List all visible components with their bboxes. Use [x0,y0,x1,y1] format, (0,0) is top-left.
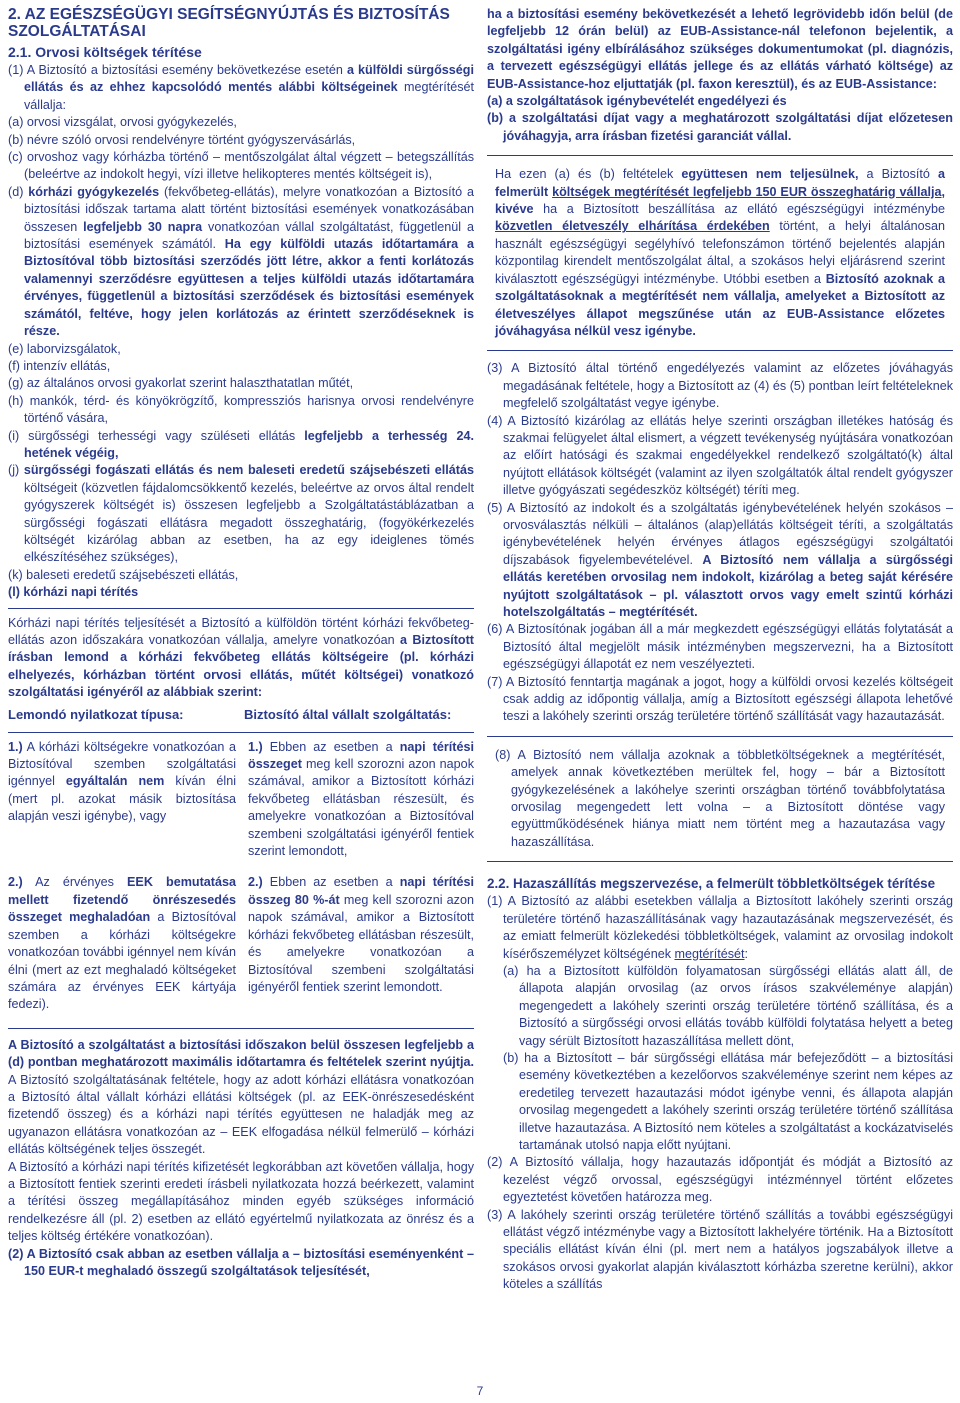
list-item-f: (f) intenzív ellátás, [8,358,111,373]
paragraph-3: (3) A Biztosító által történő engedélyezés valamint az előzetes jóváhagyás megadásának feltétele, hogy a Biztosított az (4) és (5) pontban leírt feltételeknek megfelelő szolgáltatást vegye igénybe. [487,361,953,411]
hospital-daily-allowance-box [8,608,474,1029]
section-2-2-paragraph-1: (1) A Biztosító az alábbi esetekben vállalja a Biztosított lakóhely szerinti ország területére történő hazaszállításának vagy hazautazásának megszervezését, és az emiatt felmerült közlekedési többletköltségek, valamint az orvosilag indokolt kísérőszemélyzet költségének megtérítését: [487,894,953,961]
paragraph-8-frame [487,736,953,862]
after-box-paragraph: A Biztosító a szolgáltatást a biztosítási időszakon belül összesen legfeljebb a (d) pontban meghatározott maximális időtartamra és feltételek szerint nyújtja. A Biztosító szolgáltatásának feltétele, hogy az adott kórházi ellátásra vonatkozóan a Biztosító által vállalt kórházi ellátási költségek (pl. az EEK-önrészesedésként fizetendő összeg) és a kórházi napi térítés együttesen ne haladják meg az ugyanazon ellátásra vonatkozóan az – EEK elfogadása nélkül felmerülő – kórházi ellátás költségének teljes összegét. [8,1037,474,1157]
list-item-h: (h) mankók, térd- és könyökrögzítő, kompressziós harisnya orvosi rendelvényre történő vására, [8,393,474,426]
list-item-a: (a) orvosi vizsgálat, orvosi gyógykezelés, [8,115,237,130]
section-2-2-item-a: (a) ha a Biztosított külföldön folyamatosan sürgősségi ellátás alatt áll, de állapota alapján orvosilag (az orvos írásos szakvéleménye alapján) megengedett a lakóhely szerinti ország területére történő szállítása, és a Biztosító a sürgősségi orvosi ellátás tovább külföldi folytatása helyett a beteg vagy sérült Biztosított hazaszállítása mellett dönt, [503,963,953,1048]
left-column [8,6,474,1280]
right-column [487,6,953,1294]
limit-paragraph: Ha ezen (a) és (b) feltételek együttesen nem teljesülnek, a Biztosító a felmerült költségek megtérítését legfeljebb 150 EUR összeghatárig vállalja, kivéve ha a Biztosított beszállítása az ellátó egészségügyi intézménybe közvetlen életveszély elhárítása érdekében történt, a helyi általánosan használt egészségügyi segélyhívó telefonszámon történő bejelentés alapján központilag kirendelt mentőszolgálat által, a szokásos helyi eljárásrend szerint kiválasztott egészségügyi intézménybe. Utóbbi esetben a Biztosító azoknak a szolgáltatásoknak a megtérítését nem vállalja, amelyeket a Biztosított az életveszélyes állapot megszűnése után az EUB-Assistance előzetes jóváhagyása nélkül vesz igénybe. [495,167,945,338]
table-header-waiver-type: Lemondó nyilatkozat típusa: [8,702,244,733]
section-2-2-paragraph-3: (3) A lakóhely szerinti ország területére történő szállítás a további egészségügyi ellátást végző intézménybe vagy a Biztosított lakhelyére történik. Ha a Biztosított speciális ellátást kíván élni (pl. mert nem a hatályos jogszabályok illetve a szokásos orvosi gyakorlat alapján kiválasztott kórházba szeretne kerülni), akkor köteles a szállítás [487,1207,953,1292]
table-cell-1-1: 1.) A kórházi költségekre vonatkozóan a Biztosítóval szemben szolgáltatási igénnyel egyáltalán nem kíván élni (mert pl. azokat másik biztosítása alapján veszi igénybe), vagy [8,739,236,824]
limit-framed-paragraph [487,155,953,351]
list-item-d: (d) kórházi gyógykezelés (fekvőbeteg-ellátás), melyre vonatkozóan a Biztosító a biztosítási időszak tartama alatt történt biztosítási események vonatkozásában összesen legfeljebb 30 napra vonatkozóan vállal szolgáltatást, függetlenül a biztosítási események számától. Ha egy külföldi utazás időtartamára a Biztosítóval több biztosítási szerződés jött létre, akkor a fenti korlátozás valamennyi szerződésre együttesen a teljes külföldi utazás időtartamára érvényes, függetlenül a biztosítási szerződések és biztosítási események számától, feltéve, hogy jelen korlátozás az érintett szerződéseknek is része. [8,184,474,339]
paragraph-2: (2) A Biztosító csak abban az esetben vállalja a – biztosítási eseményenként – 150 EUR-t meghaladó összegű szolgáltatások teljesítését, [8,1246,474,1278]
condition-a: (a) a szolgáltatások igénybevételét engedélyezi és [487,94,787,109]
subsection-heading: 2.1. Orvosi költségek térítése [8,44,202,60]
table-header-service: Biztosító által vállalt szolgáltatás: [244,702,474,733]
condition-b: (b) a szolgáltatási díjat vagy a meghatározott szolgáltatási díjat előzetesen jóváhagyja, arra írásban fizetési garanciát vállal. [487,111,953,143]
paragraph-4: (4) A Biztosító kizárólag az ellátás helye szerinti országban illetékes hatóság és szakmai felügyelet által elismert, a végzett tevékenység nyújtására vonatkozóan az előírt hatósági és szakmai engedélyekkel rendelkező szolgáltató(k) által nyújtott ellátások költségét (valamint az ilyen szolgáltatók által rendelt gyógyszer illetve gyógyászati segédeszköz költségét) téríti meg. [487,413,953,498]
list-item-k: (k) baleseti eredetű szájsebészeti ellátás, [8,567,239,582]
list-item-j: (j) sürgősségi fogászati ellátás és nem baleseti eredetű szájsebészeti ellátás költségeit (közvetlen fájdalomcsökkentő kezelés, beleértve az orvos által rendelt gyógyszerek költségét is) összesen legfeljebb a Szolgáltatástáblázatban a sürgősségi fogászati ellátásra megadott összeghatárig, (fogyökérkezelés költségét kizárólag abban az esetben, ha az egy ideiglenes tömés elkészítéséhez szükséges), [8,463,475,565]
paragraph-1: (1) A Biztosító a biztosítási esemény bekövetkezése esetén a külföldi sürgősségi ellátás és az ehhez kapcsolódó mentés alábbi költségeinek megtérítését vállalja: [8,63,475,112]
list-item-g: (g) az általános orvosi gyakorlat szerint halaszthatatlan műtét, [8,376,354,391]
paragraph-5: (5) A Biztosító az indokolt és a szolgáltatás igénybevételének helyén szokásos – orvosválasztás nélküli – általános (alap)ellátás költségeit téríti, a szolgáltatás igénybevételének helyén érvényes átlagos egészségügyi szolgáltatói díjszabások figyelembevételével. A Biztosító nem vállalja a sürgősségi ellátás keretében orvosilag nem indokolt, kizárólag a beteg saját kérésére nyújtott szolgáltatások – pl. választott orvos vagy emelt szintű kórházi hotelszolgáltatás – megtérítését. [487,500,954,619]
paragraph-7: (7) A Biztosító fenntartja magának a jogot, hogy a külföldi orvosi kezelés költségeit csak addig az időpontig vállalja, amíg a Biztosított egészségi állapota lehetővé teszi a lakóhely szerinti ország területére történő szállítását vagy hazautazását. [487,674,953,724]
list-item-b: (b) névre szóló orvosi rendelvényre történt gyógyszervásárlás, [8,132,356,147]
box-intro: Kórházi napi térítés teljesítését a Biztosító a külföldön történt kórházi fekvőbeteg-ellátás azon időszakára vonatkozóan vállalja, amelyre vonatkozóan a Biztosított írásban lemond a kórházi fekvőbeteg ellátás költségeire (pl. kórházi elhelyezés, kórházban történt orvosi ellátás, műtét költségei) vonatkozó szolgáltatási igényéről az alábbiak szerint: [8,615,474,700]
table-cell-2-2: 2.) Ebben az esetben a napi térítési összeg 80 %-át meg kell szorozni azon napok számával, amikor a Biztosított kórházi fekvőbeteg ellátásban részesült, és amelyekre vonatkozóan a Biztosítóval szembeni szolgáltatási igényéről fentiek szerint lemondott. [248,875,474,994]
list-item-c: (c) orvoshoz vagy kórházba történő – mentőszolgálat által végzett – betegszállítás (beleértve az indokolt hegyi, vízi illetve helikopteres mentés költségeit is), [8,150,474,182]
subsection-2-2-heading: 2.2. Hazaszállítás megszervezése, a felmerült többletköltségek térítése [487,876,936,892]
list-item-e: (e) laborvizsgálatok, [8,341,121,356]
waiver-table [8,702,474,1022]
paragraph-8: (8) A Biztosító nem vállalja azoknak a többletköltségeknek a megtérítését, amelyek annak következtében merültek fel, hogy – bár a Biztosított gyógykezelésének a lakóhelye szerinti országban történő továbbfolytatása orvosilag megengedett lett volna – a Biztosított döntése vagy együttműködésének hiánya miatt nem történt meg a hazautazása vagy hazaszállítása. [495,747,945,849]
table-cell-1-2: 1.) Ebben az esetben a napi térítési összeget meg kell szorozni azon napok számával, amikor a Biztosított kórházi fekvőbeteg ellátásban részesült, és amelyekre vonatkozóan a Biztosítóval szembeni szolgáltatási igényéről fentiek szerint lemondott, [248,739,474,859]
page-number: 7 [476,1384,484,1398]
list-item-i: (i) sürgősségi terhességi vagy szüléseti ellátás legfeljebb a terhesség 24. hetének végéig, [8,428,474,460]
table-cell-2-1: 2.) Az érvényes EEK bemutatása mellett fizetendő önrészesedés összeget meghaladóan a Biztosítóval szemben a kórházi költségekre vonatkozóan további igénnyel nem kíván élni (mert az ezt meghaladó költségeket számára az érvényes EEK kártyája fedezi). [8,875,236,1012]
payment-paragraph: A Biztosító a kórházi napi térítés kifizetését legkorábban azt követően vállalja, hogy a Biztosított fentiek szerinti eredeti írásbeli nyilatkozata hozzá beérkezett, valamint a térítési összeg megállapításához minden egyéb szükséges információ rendelkezésre áll (pl. 2) esetben az ellátó egyértelmű nyilatkozata az önrész és a teljes költség értékére vonatkozóan). [8,1159,474,1244]
paragraph-6: (6) A Biztosítónak jogában áll a már megkezdett egészségügyi ellátás folytatását a Biztosító által megjelölt másik intézményben megszervezni, ha a Biztosított egészségügyi állapotát ez nem veszélyezteti. [487,622,953,672]
section-2-2-item-b: (b) ha a Biztosított – bár sürgősségi ellátása már befejeződött – a biztosítási esemény következtében a kezelőorvos szakvéleménye szerint nem képes az eredetileg tervezett hazautazási módot igénybe venni, és állapota alapján orvosilag megengedett a lakóhely szerinti ország területére történő szállítása illetve hazautazása. A Biztosító nem köteles a szolgáltatást a kockázatviselés tartamának utolsó napja előtt nyújtani. [503,1050,953,1152]
assistance-condition: ha a biztosítási esemény bekövetkezését a lehető legrövidebb időn belül (de legfeljebb 12 órán belül) az EUB-Assistance-nál telefonon bejelentik, a szolgáltatási igény elbírálásához szükséges dokumentumokat (pl. diagnózis, a tervezett egészségügyi ellátás jellege és az ellátás várható költsége) az EUB-Assistance-hoz eljuttatják (pl. faxon keresztül), és az EUB-Assistance: [487,7,953,91]
section-heading: 2. AZ EGÉSZSÉGÜGYI SEGÍTSÉGNYÚJTÁS ÉS BIZTOSÍTÁS SZOLGÁLTATÁSAI [8,6,450,40]
list-item-l: (l) kórházi napi térítés [8,585,139,600]
section-2-2-paragraph-2: (2) A Biztosító vállalja, hogy hazautazás időpontját és módját a Biztosító az kezelést végző orvossal, egészségügyi intézménnyel történt előzetes egyeztetést követően határozza meg. [487,1155,953,1205]
